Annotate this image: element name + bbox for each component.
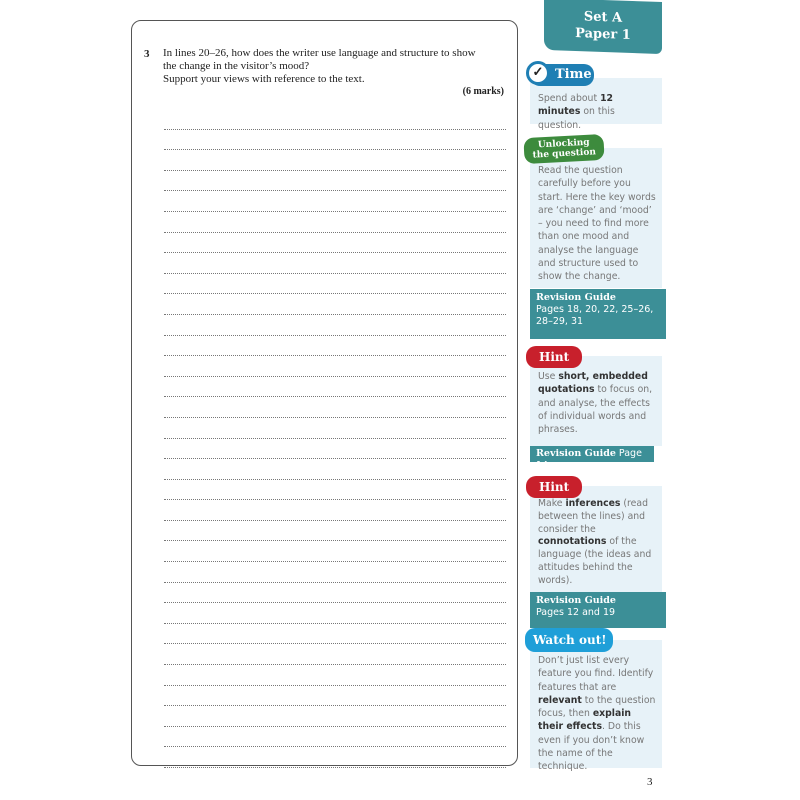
question-line: the change in the visitor’s mood? — [163, 60, 310, 72]
hint-bold: short, embedded quotations — [538, 371, 648, 396]
hint1-panel — [530, 356, 662, 446]
rg-title: Revision Guide — [536, 292, 616, 303]
answer-line[interactable] — [164, 541, 506, 562]
answer-line[interactable] — [164, 109, 506, 130]
revision-guide-2 — [530, 446, 654, 471]
answer-line[interactable] — [164, 233, 506, 254]
set-paper-tab — [544, 0, 662, 54]
question-line: In lines 20–26, how does the writer use language and structure to show — [163, 47, 476, 59]
answer-line[interactable] — [164, 665, 506, 686]
unlocking-badge — [523, 134, 604, 164]
watch-bold: relevant — [538, 694, 582, 706]
answer-lines[interactable] — [164, 109, 506, 768]
hint2-panel — [530, 486, 662, 592]
watch-text: . Do this even if you don’t know the name of the technique. — [538, 721, 645, 773]
answer-line[interactable] — [164, 356, 506, 377]
watch-text: Don’t just list every feature you find. Identify features that are — [538, 655, 654, 693]
time-text: Spend about — [538, 93, 601, 104]
answer-line[interactable] — [164, 377, 506, 398]
page-number: 3 — [647, 776, 653, 788]
answer-line[interactable] — [164, 727, 506, 748]
hint-badge: Hint — [526, 346, 582, 368]
hint-text: to focus on, and analyse, the effects of individual words and phrases. — [538, 384, 653, 436]
answer-line[interactable] — [164, 500, 506, 521]
rg-pages: Page 14 — [536, 448, 642, 471]
answer-line[interactable] — [164, 583, 506, 604]
question-number: 3 — [144, 48, 150, 60]
unlocking-text: Read the question carefully before you start. Here the key words are ‘change’ and ‘mood’ – you need to find more than one mood and analyse the language and structure used to show the change. — [538, 165, 656, 283]
answer-line[interactable] — [164, 171, 506, 192]
question-box — [131, 20, 518, 766]
answer-line[interactable] — [164, 644, 506, 665]
answer-line[interactable] — [164, 191, 506, 212]
answer-line[interactable] — [164, 397, 506, 418]
answer-line[interactable] — [164, 603, 506, 624]
revision-guide-1 — [530, 289, 666, 339]
revision-guide-3 — [530, 592, 666, 628]
answer-line[interactable] — [164, 253, 506, 274]
hint-text: Use — [538, 371, 559, 382]
answer-line[interactable] — [164, 315, 506, 336]
rg-pages: Pages 18, 20, 22, 25–26, 28–29, 31 — [536, 304, 654, 327]
watch-out-panel — [530, 640, 662, 773]
time-text: on this question. — [538, 106, 615, 131]
rg-title: Revision Guide — [536, 595, 616, 606]
question-line: Support your views with reference to the text. — [163, 73, 365, 85]
watch-out-badge: Watch out! — [525, 628, 613, 652]
set-label: Set A — [583, 9, 623, 26]
answer-line[interactable] — [164, 274, 506, 295]
answer-line[interactable] — [164, 336, 506, 357]
unlocking-label: the question — [532, 147, 597, 161]
answer-line[interactable] — [164, 418, 506, 439]
hint-text: (read between the lines) and consider the — [538, 498, 648, 535]
hint-text: Make — [538, 498, 566, 509]
time-bold: 12 minutes — [538, 93, 614, 118]
time-badge — [530, 64, 594, 86]
watch-bold: explain their effects — [538, 708, 632, 733]
time-label: Time — [555, 67, 592, 82]
answer-line[interactable] — [164, 294, 506, 315]
answer-line[interactable] — [164, 212, 506, 233]
answer-line[interactable] — [164, 747, 506, 768]
answer-line[interactable] — [164, 624, 506, 645]
answer-line[interactable] — [164, 686, 506, 707]
watch-text: to the question focus, then — [538, 694, 656, 720]
answer-line[interactable] — [164, 439, 506, 460]
question-text — [163, 47, 508, 86]
answer-line[interactable] — [164, 562, 506, 583]
answer-line[interactable] — [164, 521, 506, 542]
unlocking-label: Unlocking — [537, 137, 590, 151]
hint-bold: connotations — [538, 536, 607, 548]
answer-line[interactable] — [164, 150, 506, 171]
marks-label: (6 marks) — [462, 86, 504, 97]
unlocking-panel — [530, 148, 662, 288]
answer-line[interactable] — [164, 706, 506, 727]
rg-pages: Pages 12 and 19 — [536, 607, 616, 618]
hint-badge: Hint — [526, 476, 582, 498]
hint-text: of the language (the ideas and attitudes behind the words). — [538, 536, 652, 586]
hint-bold: inferences — [565, 498, 621, 509]
paper-label: Paper 1 — [575, 26, 631, 43]
answer-line[interactable] — [164, 480, 506, 501]
answer-line[interactable] — [164, 130, 506, 151]
answer-line[interactable] — [164, 459, 506, 480]
stopwatch-icon: ✓ — [526, 61, 550, 85]
rg-title: Revision Guide — [536, 448, 616, 459]
